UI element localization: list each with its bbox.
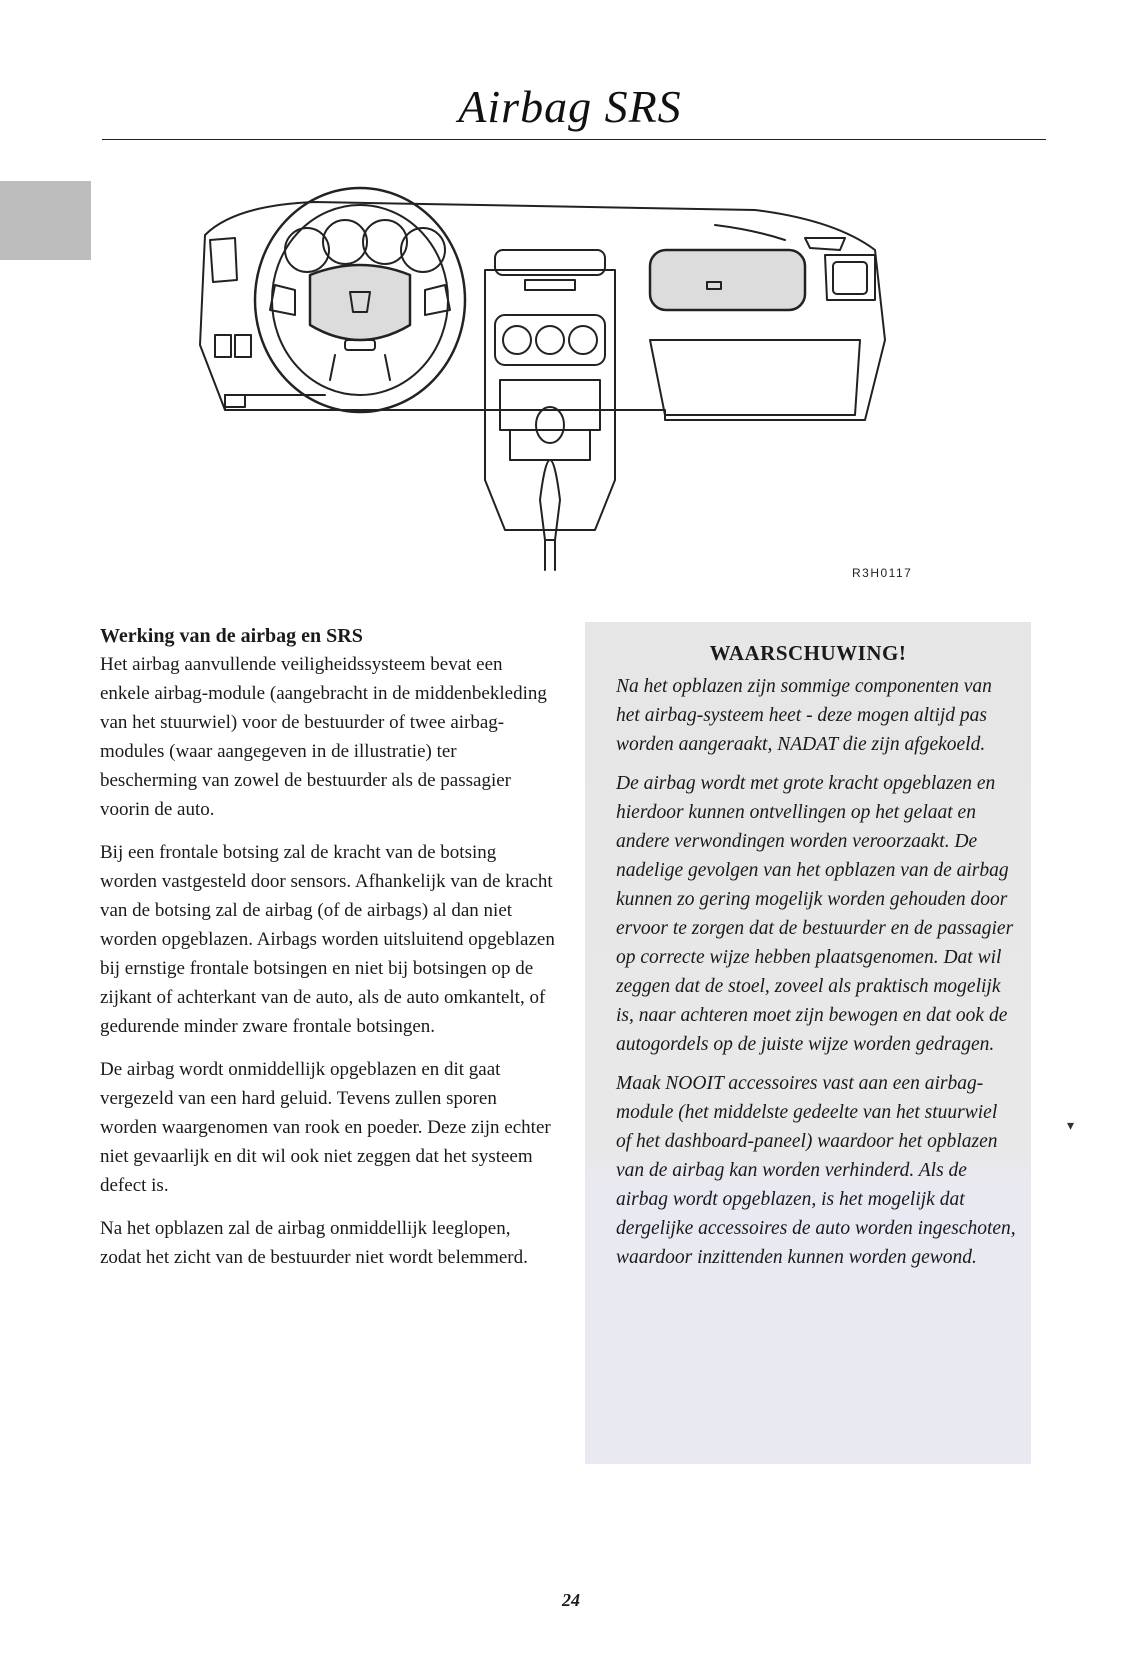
glovebox-outline xyxy=(650,340,860,415)
warning-body xyxy=(616,672,1016,1282)
body-paragraph: Het airbag aanvullende veiligheidssysteem bevat een enkele airbag-module (aangebracht in de middenbekleding van het stuurwiel) voor de bestuurder of twee airbag-modules (waar aangegeven in de illustratie) ter bescherming van zowel de bestuurder als de passagier voorin de auto. xyxy=(100,654,547,820)
body-column-left xyxy=(100,622,555,1286)
section-tab-marker xyxy=(0,181,91,260)
margin-mark: ▾ xyxy=(1067,1119,1075,1134)
title-divider xyxy=(102,139,1046,140)
page-number: 24 xyxy=(562,1590,580,1610)
gauge-center-right xyxy=(363,220,407,264)
left-switch-2 xyxy=(235,335,251,357)
center-console xyxy=(485,270,615,530)
console-dial-right xyxy=(569,326,597,354)
warning-paragraph: De airbag wordt met grote kracht opgeblazen en hierdoor kunnen ontvellingen op het gelaat en andere verwondingen worden veroorzaakt. De nadelige gevolgen van het opblazen van de airbag kunnen zo gering mogelijk worden gehouden door ervoor te zorgen dat de bestuurder en de passagier op correcte wijze hebben plaatsgenomen. Dat wil zeggen dat de stoel, zoveel als praktisch mogelijk is, naar achteren moet zijn bewogen en dat ook de autogordels op de juiste wijze worden gedragen. xyxy=(616,773,1014,1055)
left-vent xyxy=(210,238,237,282)
warning-title: WAARSCHUWING! xyxy=(709,641,907,665)
gauge-left xyxy=(285,228,329,272)
passenger-airbag-panel xyxy=(650,250,805,310)
warning-paragraph: Na het opblazen zijn sommige componenten van het airbag-systeem heet - deze mogen altijd pas worden aangeraakt, NADAT die zijn afgekoeld. xyxy=(616,676,992,755)
left-switch-1 xyxy=(215,335,231,357)
section-heading: Werking van de airbag en SRS xyxy=(100,625,363,647)
console-dial-left xyxy=(503,326,531,354)
figure-code: R3H0117 xyxy=(852,566,913,580)
console-dial-center xyxy=(536,326,564,354)
driver-airbag-hub xyxy=(310,265,410,340)
warning-box xyxy=(585,622,1031,1464)
page-title: Airbag SRS xyxy=(458,81,682,132)
body-paragraph: Bij een frontale botsing zal de kracht van de botsing worden vastgesteld door sensors. Afhankelijk van de kracht van de botsing zal de airbag (of de airbags) al dan niet worden opgeblazen. Airbags worden uitsluitend opgeblazen bij ernstige frontale botsingen en niet bij botsingen op de zijkant of achterkant van de auto, als de auto omkantelt, of gedurende minder zware frontale botsingen. xyxy=(100,842,555,1037)
body-paragraph: Na het opblazen zal de airbag onmiddellijk leeglopen, zodat het zicht van de bestuurder niet wordt belemmerd. xyxy=(100,1218,528,1268)
warning-paragraph: Maak NOOIT accessoires vast aan een airbag-module (het middelste gedeelte van het stuurwiel of het dashboard-paneel) waardoor het opblazen van de airbag kan worden verhinderd. Als de airbag wordt opgeblazen, is het mogelijk dat dergelijke accessoires de auto worden ingeschoten, waardoor inzittenden kunnen worden gewond. xyxy=(616,1073,1016,1268)
dashboard-airbag-illustration xyxy=(195,180,925,600)
gear-lever xyxy=(540,460,560,540)
body-paragraph: De airbag wordt onmiddellijk opgeblazen en dit gaat vergezeld van een hard geluid. Tevens zullen sporen worden waargenomen van rook en poeder. Deze zijn echter niet gevaarlijk en dit wil ook niet zeggen dat het systeem defect is. xyxy=(100,1059,551,1196)
gauge-center-left xyxy=(323,220,367,264)
